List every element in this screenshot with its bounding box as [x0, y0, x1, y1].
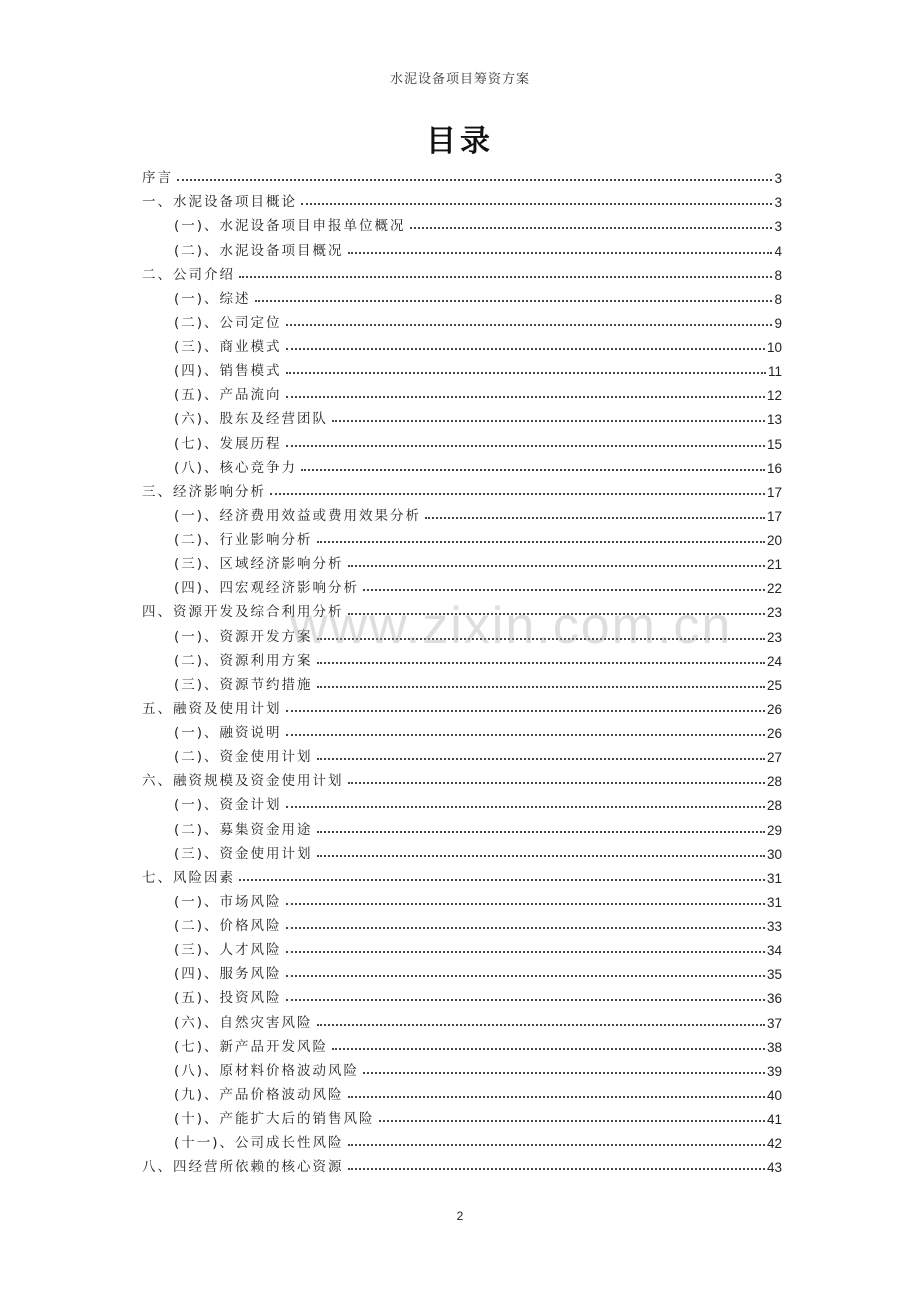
toc-entry-page: 8 [774, 291, 782, 307]
dot-leader [348, 613, 765, 615]
dot-leader [239, 276, 772, 278]
toc-entry[interactable] [142, 958, 782, 982]
toc-entry-page: 10 [766, 340, 782, 355]
toc-entry-label: (四)、销售模式 [174, 363, 282, 380]
toc-entry[interactable] [142, 476, 782, 500]
toc-entry[interactable] [142, 741, 782, 765]
toc-entry-label: 七、风险因素 [142, 869, 235, 886]
dot-leader [286, 348, 765, 350]
dot-leader [286, 927, 765, 929]
toc-entry-label: 八、四经营所依赖的核心资源 [142, 1159, 344, 1176]
toc-entry[interactable] [142, 1031, 782, 1055]
toc-entry-label: (三)、区域经济影响分析 [174, 556, 344, 573]
toc-entry[interactable] [142, 934, 782, 958]
toc-entry-label: (三)、资金使用计划 [174, 845, 313, 862]
toc-entry[interactable] [142, 862, 782, 886]
dot-leader [317, 541, 765, 543]
toc-entry[interactable] [142, 379, 782, 403]
toc-entry-page: 15 [766, 436, 782, 452]
toc-entry-page: 42 [766, 1136, 782, 1152]
toc-entry[interactable] [142, 210, 782, 234]
toc-entry[interactable] [142, 717, 782, 741]
toc-entry-page: 38 [766, 1039, 782, 1055]
dot-leader [286, 903, 765, 905]
toc-entry[interactable] [142, 1127, 782, 1151]
toc-entry-page: 3 [774, 195, 782, 211]
toc-entry[interactable] [142, 403, 782, 427]
toc-entry-page: 40 [766, 1087, 782, 1103]
dot-leader [286, 445, 765, 447]
dot-leader [348, 1096, 765, 1098]
dot-leader [348, 1168, 765, 1170]
toc-entry[interactable] [142, 548, 782, 572]
toc-entry-page: 23 [766, 605, 782, 621]
toc-entry-page: 39 [766, 1063, 782, 1079]
toc-entry[interactable] [142, 1079, 782, 1103]
running-header: 水泥设备项目筹资方案 [389, 72, 530, 87]
toc-entry[interactable] [142, 765, 782, 789]
toc-entry[interactable] [142, 669, 782, 693]
dot-leader [317, 662, 765, 664]
toc-entry-page: 12 [766, 388, 782, 404]
dot-leader [410, 227, 773, 229]
dot-leader [425, 517, 765, 519]
dot-leader [301, 203, 772, 205]
toc-entry-label: (五)、产品流向 [174, 387, 282, 404]
toc-entry[interactable] [142, 452, 782, 476]
toc-entry-label: (二)、行业影响分析 [174, 532, 313, 548]
toc-entry-label: (二)、资金使用计划 [174, 749, 313, 766]
toc-entry[interactable] [142, 813, 782, 837]
toc-entry[interactable] [142, 234, 782, 258]
toc-entry[interactable] [142, 283, 782, 307]
toc-entry-page: 43 [766, 1160, 782, 1176]
toc-entry[interactable] [142, 596, 782, 620]
dot-leader [286, 951, 765, 953]
dot-leader [286, 372, 766, 374]
toc-entry-page: 11 [767, 364, 782, 380]
toc-entry-label: (六)、股东及经营团队 [174, 411, 329, 428]
toc-entry-page: 24 [766, 653, 782, 669]
dot-leader [286, 734, 765, 736]
toc-entry-label: (七)、新产品开发风险 [174, 1038, 329, 1055]
dot-leader [348, 252, 773, 254]
toc-entry-label: (一)、水泥设备项目申报单位概况 [174, 218, 406, 235]
toc-entry[interactable] [142, 789, 782, 813]
toc-entry-page: 27 [766, 750, 782, 766]
toc-entry-label: (二)、价格风险 [174, 918, 282, 934]
toc-entry[interactable] [142, 307, 782, 331]
dot-leader [317, 855, 765, 857]
toc-entry-label: (九)、产品价格波动风险 [174, 1086, 344, 1103]
toc-entry-label: (十)、产能扩大后的销售风险 [174, 1111, 375, 1127]
toc-entry[interactable] [142, 355, 782, 379]
toc-entry-label: (三)、商业模式 [174, 339, 282, 355]
dot-leader [317, 758, 765, 760]
toc-entry-page: 28 [766, 774, 782, 790]
dot-leader [363, 1072, 765, 1074]
toc-entry-label: (二)、公司定位 [174, 314, 282, 331]
toc-entry-label: 序言 [142, 170, 173, 187]
dot-leader [301, 469, 765, 471]
toc-entry-label: (一)、市场风险 [174, 893, 282, 910]
toc-entry-label: (二)、水泥设备项目概况 [174, 242, 344, 259]
watermark: www.zixin.com.cn [290, 597, 733, 655]
toc-entry[interactable] [142, 838, 782, 862]
dot-leader [239, 879, 765, 881]
toc-entry-page: 8 [774, 267, 782, 283]
toc-entry[interactable] [142, 1006, 782, 1030]
toc-entry-label: (四)、服务风险 [174, 966, 282, 983]
toc-entry[interactable] [142, 1151, 782, 1175]
toc-entry[interactable] [142, 500, 782, 524]
toc-entry-page: 37 [766, 1015, 782, 1031]
toc-entry[interactable] [142, 910, 782, 934]
toc-entry-label: 五、融资及使用计划 [142, 700, 282, 717]
toc-entry-label: (七)、发展历程 [174, 435, 282, 452]
toc-entry-label: (四)、四宏观经济影响分析 [174, 580, 360, 597]
dot-leader [270, 493, 765, 495]
toc-entry-page: 28 [766, 798, 782, 814]
toc-entry-page: 33 [766, 919, 782, 934]
toc-entry-label: (八)、原材料价格波动风险 [174, 1062, 360, 1079]
toc-entry-page: 13 [766, 412, 782, 428]
toc-entry-label: (一)、融资说明 [174, 725, 282, 741]
toc-entry-page: 21 [766, 557, 782, 573]
toc-entry-page: 17 [766, 508, 782, 524]
toc-entry-page: 26 [766, 726, 782, 741]
dot-leader [363, 589, 765, 591]
toc-entry[interactable] [142, 693, 782, 717]
toc-entry-label: (五)、投资风险 [174, 990, 282, 1007]
dot-leader [286, 710, 765, 712]
toc-entry-label: 四、资源开发及综合利用分析 [142, 604, 344, 621]
dot-leader [317, 831, 765, 833]
dot-leader [332, 1048, 765, 1050]
toc-entry-page: 26 [766, 701, 782, 717]
toc-entry-page: 3 [774, 219, 782, 235]
toc-entry-label: 一、水泥设备项目概论 [142, 194, 297, 211]
toc-entry-page: 36 [766, 991, 782, 1007]
toc-entry[interactable] [142, 524, 782, 548]
toc-entry[interactable] [142, 427, 782, 451]
dot-leader [286, 806, 765, 808]
dot-leader [286, 999, 765, 1001]
toc-entry[interactable] [142, 162, 782, 186]
dot-leader [286, 324, 773, 326]
toc-entry-label: (十一)、公司成长性风险 [174, 1135, 344, 1152]
toc-entry-label: 三、经济影响分析 [142, 483, 266, 500]
toc-entry-label: (二)、资源利用方案 [174, 652, 313, 669]
toc-entry-page: 22 [766, 581, 782, 597]
toc-entry-label: (三)、资源节约措施 [174, 676, 313, 693]
toc-entry[interactable] [142, 186, 782, 210]
toc-entry[interactable] [142, 1103, 782, 1127]
dot-leader [379, 1120, 765, 1122]
toc-entry[interactable] [142, 259, 782, 283]
toc-entry-page: 34 [766, 943, 782, 959]
toc-entry-label: (一)、经济费用效益或费用效果分析 [174, 507, 422, 524]
dot-leader [348, 565, 765, 567]
toc-entry-page: 16 [766, 460, 782, 476]
dot-leader [317, 686, 765, 688]
table-of-contents [142, 162, 782, 1175]
toc-entry[interactable] [142, 331, 782, 355]
toc-entry-page: 41 [766, 1112, 782, 1127]
dot-leader [286, 396, 765, 398]
toc-entry[interactable] [142, 645, 782, 669]
toc-entry-page: 9 [774, 315, 782, 331]
dot-leader [317, 638, 765, 640]
toc-entry-label: (六)、自然灾害风险 [174, 1014, 313, 1031]
toc-entry-page: 30 [766, 846, 782, 862]
toc-entry-page: 23 [766, 629, 782, 645]
page-number: 2 [456, 1209, 464, 1223]
toc-entry-label: (一)、综述 [174, 290, 251, 307]
toc-entry-label: (二)、募集资金用途 [174, 821, 313, 838]
toc-entry-label: (三)、人才风险 [174, 942, 282, 959]
toc-entry-label: 二、公司介绍 [142, 266, 235, 283]
dot-leader [286, 975, 765, 977]
toc-entry[interactable] [142, 572, 782, 596]
toc-entry-label: (一)、资源开发方案 [174, 628, 313, 645]
toc-entry-label: (八)、核心竞争力 [174, 459, 298, 476]
toc-entry[interactable] [142, 620, 782, 644]
toc-entry-page: 4 [774, 243, 782, 259]
toc-entry-page: 3 [774, 171, 782, 187]
toc-entry-page: 31 [766, 894, 782, 910]
dot-leader [255, 300, 773, 302]
toc-entry-page: 29 [766, 822, 782, 838]
dot-leader [177, 179, 772, 181]
dot-leader [348, 1144, 765, 1146]
dot-leader [348, 782, 765, 784]
toc-entry[interactable] [142, 982, 782, 1006]
toc-entry[interactable] [142, 1055, 782, 1079]
toc-entry-page: 31 [766, 870, 782, 886]
dot-leader [332, 420, 765, 422]
toc-entry-page: 25 [766, 677, 782, 693]
toc-entry[interactable] [142, 886, 782, 910]
toc-entry-label: (一)、资金计划 [174, 797, 282, 814]
toc-entry-label: 六、融资规模及资金使用计划 [142, 773, 344, 790]
page-title: 目录 [426, 124, 494, 159]
toc-entry-page: 20 [766, 533, 782, 548]
toc-entry-page: 35 [766, 967, 782, 983]
toc-entry-page: 17 [766, 484, 782, 500]
dot-leader [317, 1024, 765, 1026]
